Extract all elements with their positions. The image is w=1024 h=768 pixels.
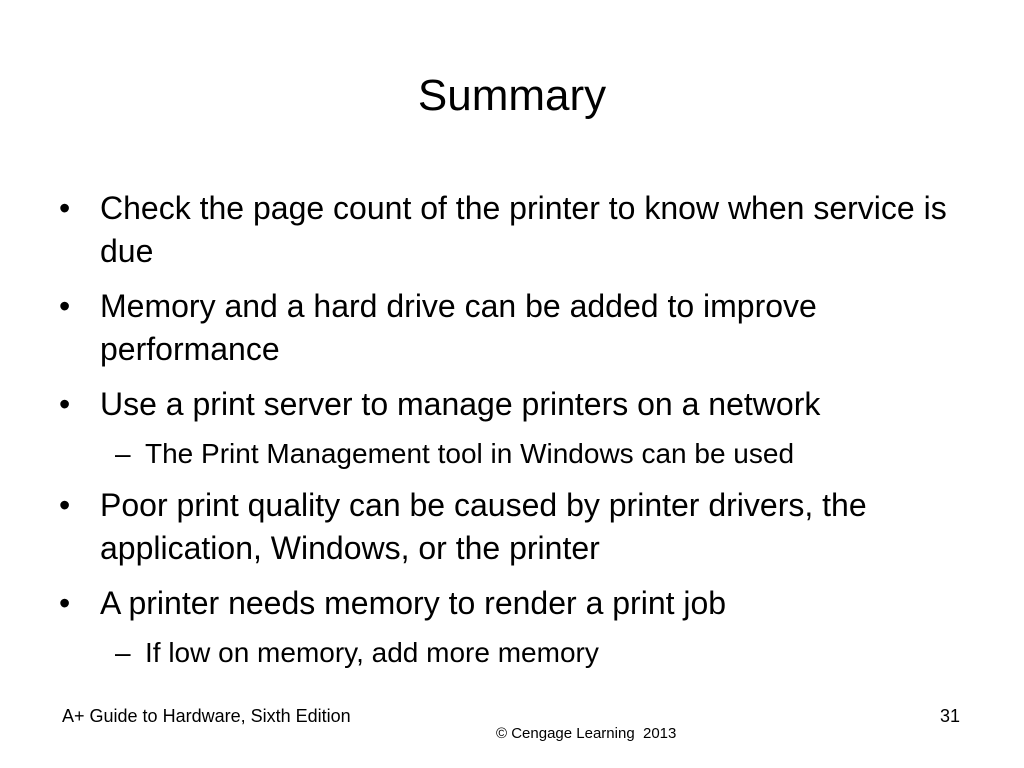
bullet-marker: • <box>59 190 71 226</box>
footer-book-title: A+ Guide to Hardware, Sixth Edition <box>62 706 351 726</box>
bullet-item <box>59 187 959 273</box>
bullet-item <box>59 582 959 625</box>
page-number: 31 <box>939 706 960 726</box>
dash-marker: – <box>115 637 131 668</box>
sub-bullet-text: The Print Management tool in Windows can be used <box>145 438 795 469</box>
bullet-item <box>59 383 959 426</box>
bullet-item <box>59 285 959 371</box>
bullet-text: Check the page count of the printer to know when service is due <box>100 190 947 269</box>
sub-bullet-item <box>115 635 1015 671</box>
sub-bullet-text: If low on memory, add more memory <box>145 637 599 668</box>
slide-title: Summary <box>417 71 607 120</box>
sub-bullet-item <box>115 436 1015 472</box>
dash-marker: – <box>115 438 131 469</box>
bullet-marker: • <box>59 585 71 621</box>
copyright-notice: © Cengage Learning 2013 <box>496 725 677 742</box>
bullet-marker: • <box>59 288 71 324</box>
bullet-text: A printer needs memory to render a print job <box>100 585 727 621</box>
bullet-marker: • <box>59 487 71 523</box>
bullet-text: Memory and a hard drive can be added to improve performance <box>100 288 817 367</box>
bullet-marker: • <box>59 386 71 422</box>
bullet-item <box>59 484 959 570</box>
bullet-text: Poor print quality can be caused by printer drivers, the application, Windows, or the printer <box>100 487 867 566</box>
bullet-text: Use a print server to manage printers on a network <box>100 386 821 422</box>
